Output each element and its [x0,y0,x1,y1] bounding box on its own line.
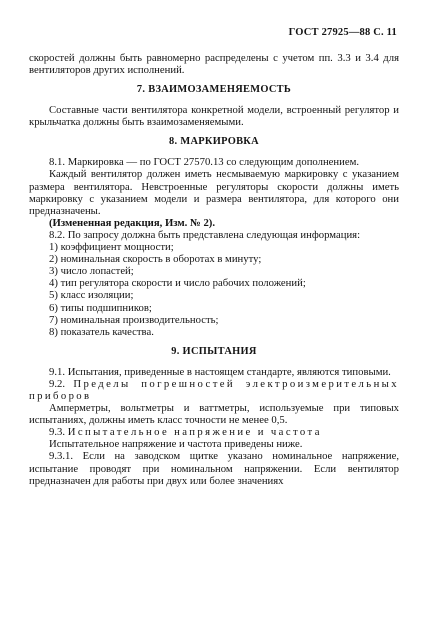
list-item: 2) номинальная скорость в оборотах в минуту; [49,253,262,266]
document-body [29,52,399,487]
clause-9-2-number: 9.2. [49,377,66,390]
clause-8-2: 8.2. По запросу должна быть представлена следующая информация: [49,228,361,241]
list-item: 1) коэффициент мощности; [49,241,174,254]
info-list [29,241,399,338]
page-header: ГОСТ 27925—88 С. 11 [288,27,397,38]
clause-9-2 [29,378,399,402]
clause-9-1: 9.1. Испытания, приведенные в настоящем стандарте, являются типовыми. [49,365,391,378]
clause-9-3 [29,426,399,438]
list-item: 4) тип регулятора скорости и число рабочих положений; [49,277,306,290]
clause-9-3-text: Испытательное напряжение и частота приведены ниже. [49,438,303,451]
clause-9-3-number: 9.3. [49,426,66,439]
section-7-text: Составные части вентилятора конкретной модели, встроенный регулятор и крыльчатка должны быть взаимозаменяемыми. [29,104,399,129]
clause-9-2-heading: Пределы погрешностей электроизмерительных приборов [29,377,400,402]
list-item: 7) номинальная производительность; [49,313,219,326]
clause-8-1-text: Каждый вентилятор должен иметь несмываемую маркировку с указанием размера вентилятора. Невстроенные регуляторы скорости должны иметь маркировку с указанием модели и размера вентилятора, для которого они предназначены. [29,168,399,217]
section-8-title: 8. МАРКИРОВКА [169,136,259,148]
list-item: 6) типы подшипников; [49,301,152,314]
section-7-title: 7. ВЗАИМОЗАМЕНЯЕМОСТЬ [136,84,292,96]
clause-9-3-1: 9.3.1. Если на заводском щитке указано номинальное напряжение, испытание проводят при номинальном напряжении. Если вентилятор предназначен для работы при двух или более значениях [29,450,399,487]
clause-9-3-heading: Испытательное напряжение и частота [67,426,322,439]
section-9-title: 9. ИСПЫТАНИЯ [171,345,257,357]
list-item: 3) число лопастей; [49,265,134,278]
clause-9-2-text: Амперметры, вольтметры и ваттметры, используемые при типовых испытаниях, должны иметь класс точности не менее 0,5. [29,402,399,427]
list-item: 8) показатель качества. [49,325,154,338]
intro-paragraph: скоростей должны быть равномерно распределены с учетом пп. 3.3 и 3.4 для вентиляторов других исполнений. [29,52,399,77]
edition-note: (Измененная редакция, Изм. № 2). [49,216,216,229]
list-item: 5) класс изоляции; [49,289,134,302]
clause-8-1: 8.1. Маркировка — по ГОСТ 27570.13 со следующим дополнением. [49,156,360,169]
